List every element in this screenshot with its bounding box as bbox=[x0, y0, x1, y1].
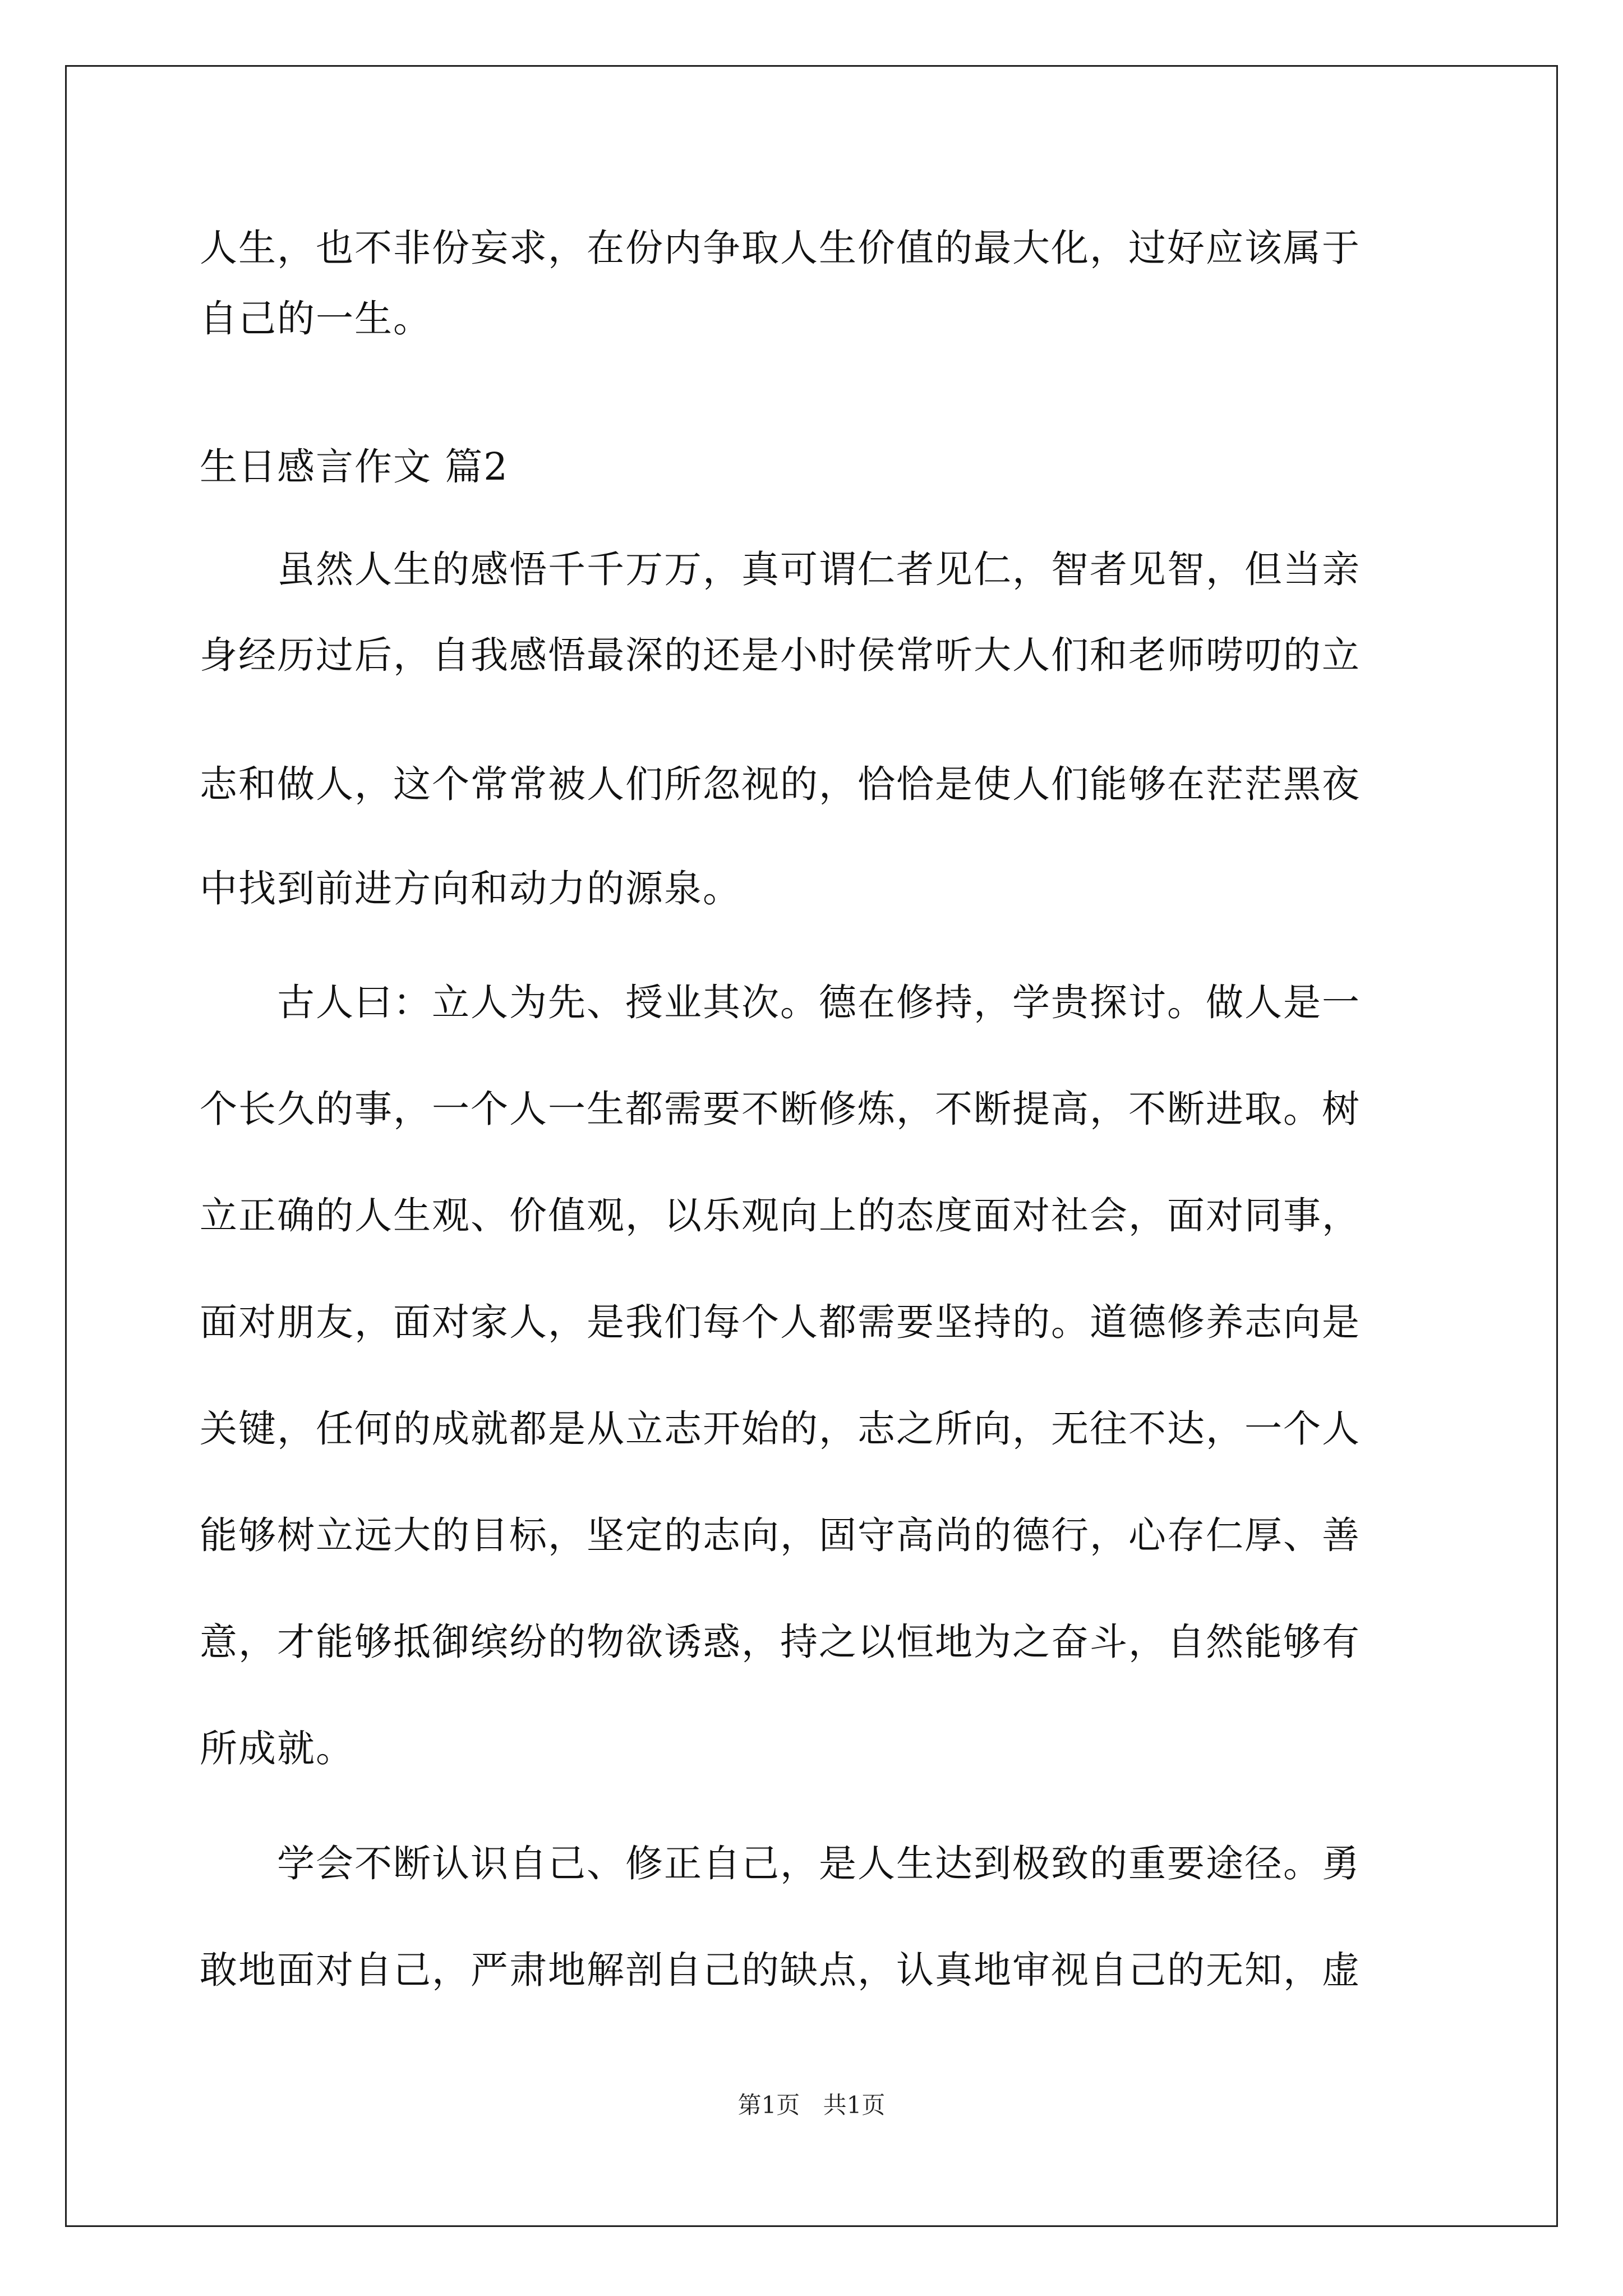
text-line-17: 敢地面对自己，严肃地解剖自己的缺点，认真地审视自己的无知，虚 bbox=[200, 1948, 1361, 1992]
page-total: 共1页 bbox=[823, 2091, 886, 2119]
text-line-4: 虽然人生的感悟千千万万，真可谓仁者见仁，智者见智，但当亲 bbox=[200, 547, 1361, 591]
page-footer bbox=[0, 2087, 1623, 2120]
section-heading: 生日感言作文 篇2 bbox=[200, 445, 509, 489]
text-line-9: 个长久的事，一个人一生都需要不断修炼，不断提高，不断进取。树 bbox=[200, 1087, 1361, 1131]
text-line-2: 自己的一生。 bbox=[200, 297, 432, 341]
text-line-15: 所成就。 bbox=[200, 1727, 354, 1770]
page-number: 第1页 bbox=[737, 2091, 800, 2119]
text-line-12: 关键，任何的成就都是从立志开始的，志之所向，无往不达，一个人 bbox=[200, 1407, 1361, 1451]
text-line-8: 古人曰：立人为先、授业其次。德在修持，学贵探讨。做人是一 bbox=[200, 981, 1361, 1024]
text-line-7: 中找到前进方向和动力的源泉。 bbox=[200, 867, 741, 910]
text-line-14: 意，才能够抵御缤纷的物欲诱惑，持之以恒地为之奋斗，自然能够有 bbox=[200, 1620, 1361, 1664]
text-line-16: 学会不断认识自己、修正自己，是人生达到极致的重要途径。勇 bbox=[200, 1842, 1361, 1885]
text-line-11: 面对朋友，面对家人，是我们每个人都需要坚持的。道德修养志向是 bbox=[200, 1300, 1361, 1344]
text-line-13: 能够树立远大的目标，坚定的志向，固守高尚的德行，心存仁厚、善 bbox=[200, 1513, 1361, 1557]
text-line-6: 志和做人，这个常常被人们所忽视的，恰恰是使人们能够在茫茫黑夜 bbox=[200, 762, 1361, 806]
text-line-10: 立正确的人生观、价值观，以乐观向上的态度面对社会，面对同事， bbox=[200, 1194, 1361, 1237]
text-line-5: 身经历过后，自我感悟最深的还是小时侯常听大人们和老师唠叨的立 bbox=[200, 633, 1361, 677]
page-border bbox=[65, 65, 1558, 2227]
text-line-1: 人生，也不非份妄求，在份内争取人生价值的最大化，过好应该属于 bbox=[200, 226, 1361, 270]
